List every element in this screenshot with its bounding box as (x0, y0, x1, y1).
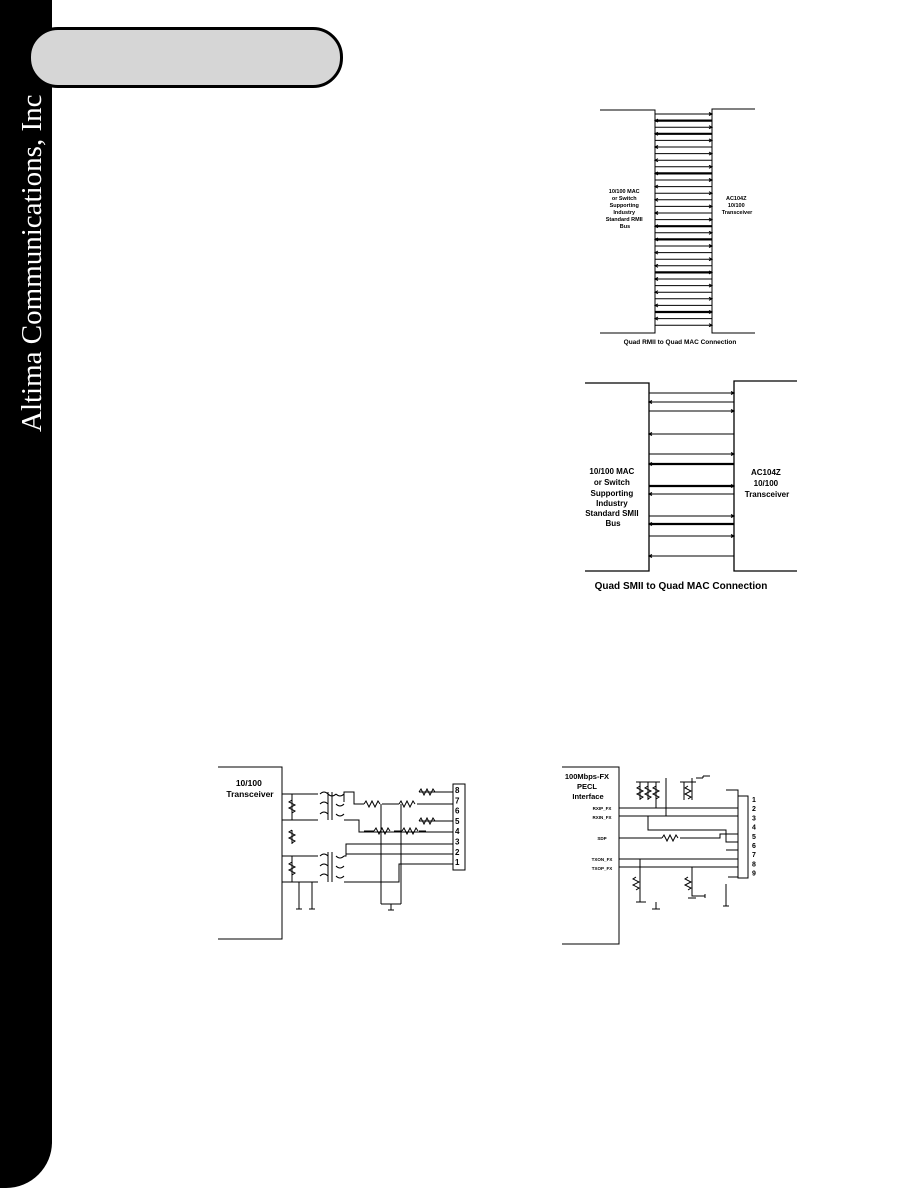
sidebar-company-name: Altima Communications, Inc (16, 94, 48, 432)
fiber-pecl-interface-figure (560, 764, 785, 949)
signal-label-sdp: SDP (597, 836, 607, 841)
smii-connection-figure (580, 376, 805, 594)
resistor (633, 874, 660, 909)
pin-number: 6 (752, 843, 756, 850)
pin-number: 4 (455, 827, 460, 837)
resistor (685, 874, 705, 898)
pin-number: 3 (752, 815, 756, 823)
pin-number: 7 (752, 852, 756, 860)
smii-figure-caption: Quad SMII to Quad MAC Connection (594, 581, 768, 592)
pin-number: 2 (455, 847, 460, 857)
header-tab (28, 27, 343, 88)
pin-number: 9 (752, 870, 756, 878)
pin-number: 4 (752, 824, 756, 832)
transceiver-block-label: AC104Z 10/100 Transceiver (744, 468, 790, 499)
mac-block-outline (585, 383, 649, 571)
resistor (402, 828, 418, 834)
transceiver-block-label: 10/100 Transceiver (226, 778, 274, 799)
signal-label-txop: TXOP_FX (591, 866, 613, 871)
pin-number: 2 (752, 806, 756, 814)
signal-label-rxip: RXIP_FX (592, 806, 612, 811)
transceiver-block-label: AC104Z 10/100 Transceiver (721, 196, 753, 216)
pin-number: 1 (455, 858, 460, 868)
mac-block-label: 10/100 MAC or Switch Supporting Industry Standard RMII Bus (605, 189, 643, 230)
pin-number: 8 (752, 861, 756, 869)
fiber-connector (738, 796, 748, 878)
transformer-bottom (320, 852, 344, 882)
mac-block-label: 10/100 MAC or Switch Supporting Industry Standard SMII Bus (585, 467, 639, 528)
transformer-top (320, 792, 344, 820)
signal-label-rxin: RXIN_FX (592, 815, 612, 820)
signal-label-txon: TXON_FX (591, 857, 613, 862)
fiber-pin-labels (752, 797, 756, 878)
pin-number: 5 (752, 833, 756, 841)
rj45-pin-labels (455, 786, 460, 867)
rmii-signal-lines (655, 113, 712, 327)
pin-number: 3 (455, 837, 460, 847)
pecl-block-label: 100Mbps-FX PECL Interface (564, 772, 610, 801)
smii-signal-lines (649, 392, 734, 558)
pin-number: 6 (455, 806, 460, 816)
rmii-figure-caption: Quad RMII to Quad MAC Connection (623, 339, 737, 346)
resistor (685, 786, 691, 799)
transceiver-block-outline (712, 109, 755, 333)
resistor (374, 828, 390, 834)
pin-number: 8 (455, 786, 460, 795)
rmii-connection-figure (595, 100, 765, 350)
pin-number: 1 (752, 797, 756, 804)
magnetics-interface-figure (214, 764, 474, 944)
pin-number: 5 (455, 816, 460, 826)
sidebar-band (0, 0, 52, 1188)
resistor (364, 801, 380, 807)
resistor (662, 835, 678, 841)
pin-number: 7 (455, 796, 460, 806)
